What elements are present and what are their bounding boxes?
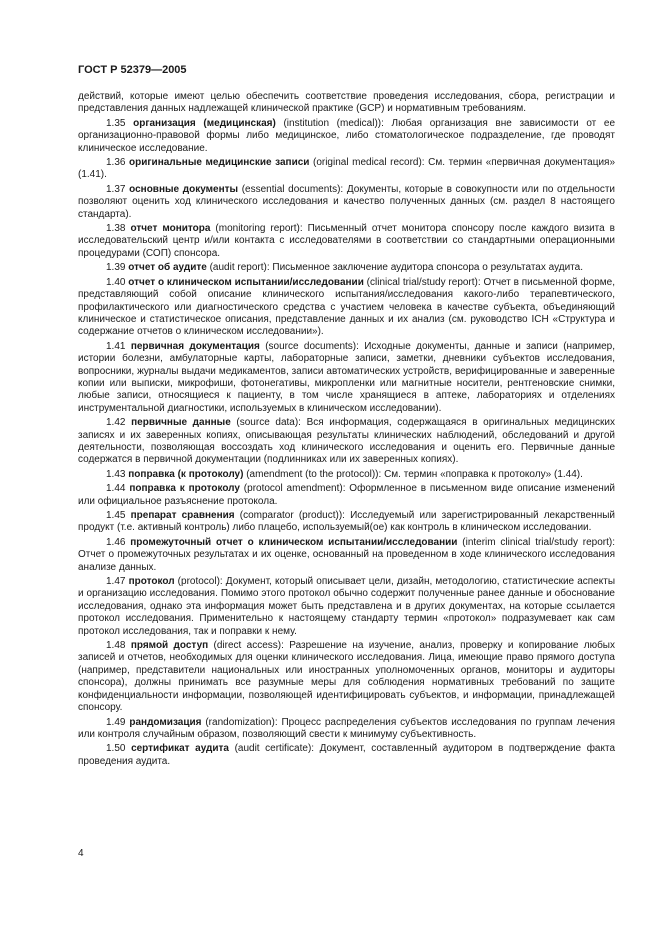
definition-paragraph (78, 576, 615, 638)
definition-term: промежуточный отчет о клиническом испытании/исследовании (130, 536, 458, 548)
definition-number: 1.37 (106, 183, 126, 195)
definition-paragraph (78, 537, 615, 574)
definition-number: 1.44 (106, 483, 126, 495)
definition-term: отчет об аудите (128, 262, 207, 274)
definition-paragraph (78, 717, 615, 742)
definition-paragraph (78, 469, 615, 481)
definition-paragraph (78, 417, 615, 467)
definition-number: 1.35 (106, 117, 126, 129)
definition-term: отчет о клиническом испытании/исследовании (128, 276, 364, 288)
definition-number: 1.38 (106, 223, 126, 235)
document-page (78, 64, 615, 770)
definitions-content (78, 91, 615, 768)
intro-paragraph: действий, которые имеют целью обеспечить соответствие проведения исследования, сбора, регистрации и представления данных надлежащей клинической практике (GCP) и нормативным требованиям. (78, 91, 615, 115)
definition-term: основные документы (129, 183, 239, 195)
definition-number: 1.46 (106, 536, 126, 548)
definition-text: (interim clinical trial/study report): Отчет о промежуточных результатах и их оценке, основанный на проведенном в ходе клинического исследования анализе данных. (78, 536, 616, 573)
definition-term: поправка (к протоколу) (128, 468, 244, 480)
definition-term: рандомизация (129, 716, 202, 728)
definition-term: поправка к протоколу (129, 483, 240, 495)
definition-term: прямой доступ (130, 640, 209, 652)
definition-term: протокол (128, 576, 175, 588)
definition-number: 1.41 (106, 340, 126, 352)
definition-number: 1.49 (106, 716, 126, 728)
definitions-list (78, 118, 615, 768)
definition-number: 1.36 (106, 157, 126, 169)
definition-number: 1.42 (106, 417, 126, 429)
definition-text: (amendment (to the protocol)): См. термин «поправка к протоколу» (1.44). (243, 468, 583, 480)
definition-paragraph (78, 277, 615, 339)
definition-paragraph (78, 483, 615, 508)
definition-paragraph (78, 341, 615, 415)
definition-text: (audit certificate): Документ, составленный аудитором в подтверждение факта проведения аудита. (78, 743, 616, 767)
definition-text: (original medical record): См. термин «первичная документация» (1.41). (78, 157, 616, 181)
definition-paragraph (78, 262, 615, 274)
definition-text: (clinical trial/study report): Отчет в письменной форме, представляющий собой описание клинического испытания/исследования какого-либо терапевтического, профилактического или диагностического средства с участием человека в качестве субъекта, объединяющий клиническое и статистическое описания, представление данных и их анализ (см. руководство ICH «Структура и содержание отчетов о клиническом исследовании»). (78, 276, 615, 338)
definition-text: (essential documents): Документы, которые в совокупности или по отдельности позволяют оценить ход клинического исследования и качество полученных данных (см. раздел 8 настоящего стандарта). (78, 183, 616, 220)
definition-text: (monitoring report): Письменный отчет монитора спонсору после каждого визита в исследовательский центр и/или контакта с исследователями в соответствии со стандартными операционными процедурами (СОП) спонсора. (78, 223, 615, 259)
definition-term: сертификат аудита (131, 743, 229, 755)
definition-paragraph (78, 640, 615, 714)
definition-text: (institution (medical)): Любая организация вне зависимости от ее организационно-правовой формы либо медицинское, либо стоматологическое подразделение, где проводят клиническое исследование. (78, 117, 616, 154)
definition-paragraph (78, 157, 615, 182)
definition-number: 1.40 (106, 276, 126, 288)
definition-number: 1.47 (106, 576, 126, 588)
definition-term: отчет монитора (130, 223, 211, 235)
page-number: 4 (78, 848, 84, 859)
definition-term: первичная документация (130, 340, 260, 352)
definition-number: 1.50 (106, 743, 126, 755)
standard-header: ГОСТ Р 52379—2005 (78, 64, 187, 76)
definition-number: 1.48 (106, 640, 126, 652)
definition-text: (direct access): Разрешение на изучение, анализ, проверку и копирование любых записей и отчетов, необходимых для оценки клинического исследования. Лица, имеющие право прямого доступа (например, представители национальных или иностранных уполномоченных органов, мониторы и аудиторы спонсора), должны принимать все разумные меры для соблюдения нормативных требований по защите конфиденциальности информации, позволяющей идентифицировать субъектов, и информации, принадлежащей спонсору. (78, 640, 615, 714)
definition-text: (comparator (product)): Исследуемый или зарегистрированный лекарственный продукт (т.е. активный контроль) либо плацебо, используемый(ое) как контроль в клиническом исследовании. (78, 510, 615, 534)
definition-number: 1.45 (106, 510, 126, 521)
definition-term: организация (медицинская) (133, 117, 276, 129)
definition-term: первичные данные (131, 417, 231, 429)
definition-term: препарат сравнения (130, 510, 235, 521)
definition-paragraph (78, 184, 615, 221)
definition-text: (source data): Вся информация, содержащаяся в оригинальных медицинских записях и их заверенных копиях, описывающая результаты клинических наблюдений, обследований и другой деятельности, позволяющая воссоздать ход клинического исследования и оценить его. Первичные данные содержатся в первичной документации (подлинниках или их заверенных копиях). (78, 417, 615, 466)
definition-term: оригинальные медицинские записи (129, 157, 310, 169)
definition-paragraph (78, 510, 615, 535)
definition-text: (protocol amendment): Оформленное в письменном виде описание изменений или официальное разъяснение протокола. (78, 483, 615, 507)
definition-text: (protocol): Документ, который описывает цели, дизайн, методологию, статистические аспекты и организацию исследования. Помимо этого протокол обычно содержит полученные ранее данные и обоснование исследования, однако эта информация может быть представлена и в других документах, на которые ссылается протокол исследования. Применительно к настоящему стандарту термин «протокол» подразумевает как сам протокол исследования, так и поправки к нему. (78, 576, 616, 637)
definition-number: 1.43 (106, 468, 126, 480)
definition-paragraph (78, 223, 615, 260)
definition-paragraph (78, 118, 615, 155)
definition-paragraph (78, 743, 615, 768)
definition-text: (randomization): Процесс распределения субъектов исследования по группам лечения или контроля случайным образом, позволяющий свести к минимуму субъективность. (78, 716, 615, 740)
definition-number: 1.39 (106, 262, 126, 274)
definition-text: (source documents): Исходные документы, данные и записи (например, истории болезни, амбулаторные карты, лабораторные записи, заметки, дневники субъектов исследования, вопросники, журналы выдачи медикаментов, записи автоматических устройств, верифицированные и заверенные копии или выписки, микрофиши, фотонегативы, микропленки или магнитные носители, рентгеновские снимки, любые записи, относящиеся к пациенту, в том числе хранящиеся в аптеке, лабораториях и отделениях инструментальной диагностики, используемых в клиническом исследовании). (78, 340, 615, 414)
definition-text: (audit report): Письменное заключение аудитора спонсора о результатах аудита. (206, 262, 583, 274)
